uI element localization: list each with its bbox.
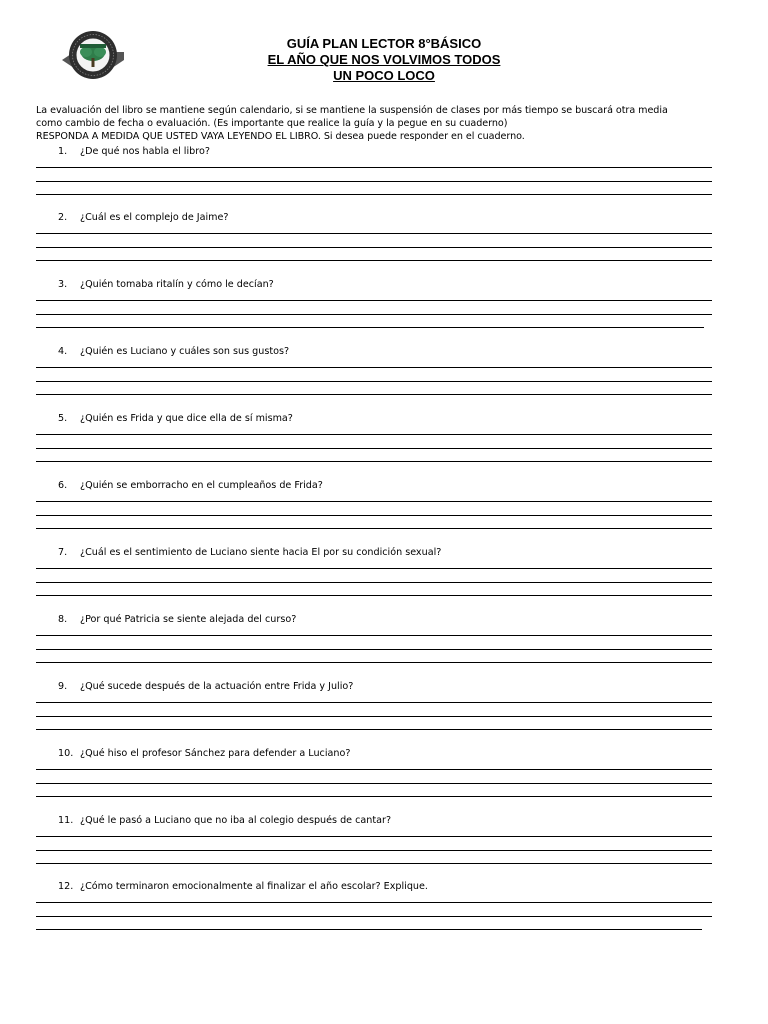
answer-line[interactable] [36,769,712,770]
answer-line[interactable] [36,716,712,717]
answer-line[interactable] [36,515,712,516]
title-block [0,36,768,84]
question-text: ¿Quién tomaba ritalín y cómo le decían? [80,279,274,290]
answer-line[interactable] [36,448,712,449]
question-10 [58,748,350,760]
answer-line[interactable] [36,167,712,168]
title-line-2: EL AÑO QUE NOS VOLVIMOS TODOS [267,52,501,67]
answer-line[interactable] [36,796,712,797]
question-number: 7. [58,547,68,558]
question-text: ¿Cuál es el complejo de Jaime? [80,212,229,223]
question-number: 10. [58,748,74,759]
instructions-line-1: La evaluación del libro se mantiene según calendario, si se mantiene la suspensión de clases por más tiempo se buscará otra media [36,105,668,116]
answer-line[interactable] [36,568,712,569]
question-number: 5. [58,413,68,424]
answer-line[interactable] [36,649,712,650]
answer-line[interactable] [36,194,712,195]
question-number: 11. [58,815,74,826]
answer-line[interactable] [36,836,712,837]
answer-line[interactable] [36,233,712,234]
question-number: 2. [58,212,68,223]
question-number: 12. [58,881,74,892]
question-1 [58,146,210,158]
question-7 [58,547,441,559]
answer-line[interactable] [36,501,712,502]
question-9 [58,681,353,693]
question-text: ¿Qué le pasó a Luciano que no iba al colegio después de cantar? [80,815,392,826]
question-11 [58,815,391,827]
question-number: 8. [58,614,68,625]
question-text: ¿Quién es Frida y que dice ella de sí misma? [80,413,293,424]
question-number: 1. [58,146,68,157]
question-12 [58,881,428,893]
answer-line[interactable] [36,902,712,903]
answer-line[interactable] [36,181,712,182]
question-text: ¿Cómo terminaron emocionalmente al finalizar el año escolar? Explique. [80,881,428,892]
title-line-3: UN POCO LOCO [333,68,435,83]
instructions [36,104,726,143]
question-text: ¿Cuál es el sentimiento de Luciano siente hacia El por su condición sexual? [80,547,442,558]
answer-line[interactable] [36,314,712,315]
answer-line[interactable] [36,850,712,851]
question-number: 6. [58,480,68,491]
question-text: ¿Qué hiso el profesor Sánchez para defender a Luciano? [80,748,351,759]
question-3 [58,279,274,291]
answer-line[interactable] [36,916,712,917]
question-text: ¿Por qué Patricia se siente alejada del curso? [80,614,297,625]
answer-line[interactable] [36,461,712,462]
question-text: ¿De qué nos habla el libro? [80,146,210,157]
question-4 [58,346,289,358]
answer-line[interactable] [36,367,712,368]
title-line-1: GUÍA PLAN LECTOR 8°BÁSICO [286,36,482,51]
question-number: 4. [58,346,68,357]
answer-line[interactable] [36,381,712,382]
question-number: 3. [58,279,68,290]
answer-line[interactable] [36,702,712,703]
answer-line[interactable] [36,635,712,636]
answer-line[interactable] [36,662,712,663]
answer-line[interactable] [36,247,712,248]
answer-line[interactable] [36,434,712,435]
answer-line[interactable] [36,327,704,328]
question-text: ¿Quién se emborracho en el cumpleaños de Frida? [80,480,323,491]
answer-line[interactable] [36,260,712,261]
question-text: ¿Qué sucede después de la actuación entre Frida y Julio? [80,681,354,692]
answer-line[interactable] [36,582,712,583]
answer-line[interactable] [36,394,712,395]
question-text: ¿Quién es Luciano y cuáles son sus gustos? [80,346,290,357]
answer-line[interactable] [36,595,712,596]
instructions-line-2: como cambio de fecha o evaluación. (Es importante que realice la guía y la pegue en su cuaderno) [36,118,508,129]
answer-line[interactable] [36,863,712,864]
answer-line[interactable] [36,783,712,784]
question-number: 9. [58,681,68,692]
question-5 [58,413,293,425]
answer-line[interactable] [36,300,712,301]
instructions-line-3: RESPONDA A MEDIDA QUE USTED VAYA LEYENDO EL LIBRO. Si desea puede responder en el cuaderno. [36,131,525,142]
answer-line[interactable] [36,929,702,930]
question-6 [58,480,323,492]
answer-line[interactable] [36,528,712,529]
question-2 [58,212,229,224]
answer-line[interactable] [36,729,712,730]
question-8 [58,614,296,626]
